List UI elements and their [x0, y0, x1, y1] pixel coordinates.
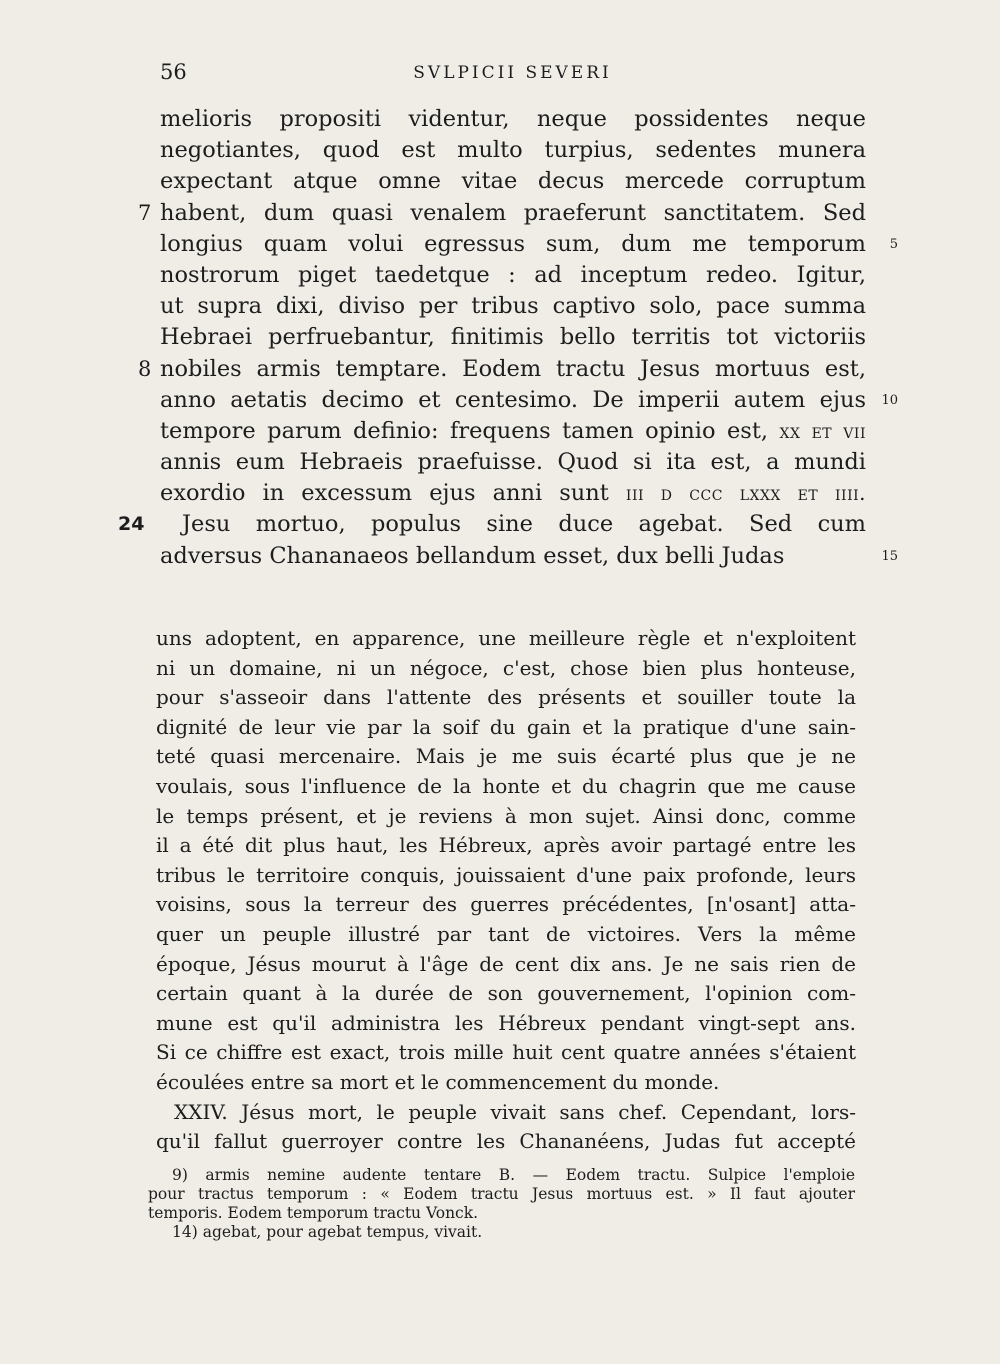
- latin-line-text: exordio in excessum ejus anni sunt: [160, 480, 626, 507]
- latin-line: [160, 541, 898, 572]
- french-line: uns adoptent, en apparence, une meilleure règle et n'exploitent: [156, 626, 856, 650]
- latin-line-text: negotiantes, quod est multo turpius, sedentes munera: [160, 137, 866, 164]
- small-caps-numeral: iii d ccc lxxx et iiii.: [625, 481, 866, 506]
- latin-line-text: melioris propositi videntur, neque possidentes neque: [160, 106, 866, 132]
- french-line: époque, Jésus mourut à l'âge de cent dix ans. Je ne sais rien de: [156, 951, 856, 976]
- french-line: XXIV. Jésus mort, le peuple vivait sans chef. Cependant, lors-: [174, 1099, 856, 1124]
- latin-line: [160, 104, 866, 135]
- french-line: teté quasi mercenaire. Mais je me suis écarté plus que je ne: [156, 744, 856, 769]
- latin-line: [160, 166, 866, 197]
- latin-line: [138, 198, 866, 229]
- latin-line: [160, 229, 898, 260]
- french-line: pour s'asseoir dans l'attente des présents et souiller toute la: [156, 685, 856, 710]
- latin-line: [138, 354, 866, 385]
- footnotes: [148, 1166, 855, 1242]
- footnote-line: pour tractus temporum : « Eodem tractu Jesus mortuus est. » Il faut ajouter: [148, 1185, 855, 1203]
- section-number: 7: [138, 200, 152, 225]
- latin-line: [160, 416, 866, 447]
- latin-line: [160, 478, 866, 509]
- french-line: voulais, sous l'influence de la honte et du chagrin que me cause: [156, 773, 856, 798]
- section-number: 8: [138, 356, 152, 381]
- latin-line-text: ut supra dixi, diviso per tribus captivo solo, pace summa: [160, 293, 866, 320]
- latin-line-text: adversus Chananaeos bellandum esset, dux belli Judas: [160, 542, 785, 569]
- latin-line-text: habent, dum quasi venalem praeferunt sanctitatem. Sed: [160, 199, 866, 226]
- line-number: 5: [889, 236, 898, 252]
- french-line: certain quant à la durée de son gouvernement, l'opinion com-: [156, 981, 856, 1006]
- latin-text: [118, 104, 898, 572]
- latin-line: [118, 509, 866, 540]
- chapter-number: 24: [118, 513, 145, 536]
- french-line: mune est qu'il administra les Hébreux pendant vingt-sept ans.: [156, 1010, 856, 1035]
- french-line: écoulées entre sa mort et le commencement du monde.: [156, 1069, 720, 1094]
- latin-line-text: Jesu mortuo, populus sine duce agebat. Sed cum: [182, 511, 866, 538]
- footnote-line: 9) armis nemine audente tentare B. — Eodem tractu. Sulpice l'emploie: [172, 1166, 855, 1184]
- line-number: 15: [881, 548, 898, 564]
- french-line: il a été dit plus haut, les Hébreux, après avoir partagé entre les: [156, 833, 856, 858]
- french-line: ni un domaine, ni un négoce, c'est, chose bien plus honteuse,: [156, 655, 856, 680]
- line-number: 10: [881, 392, 898, 408]
- footnote-line: temporis. Eodem temporum tractu Vonck.: [148, 1204, 479, 1222]
- french-line: tribus le territoire conquis, jouissaient d'une paix profonde, leurs: [156, 862, 856, 887]
- running-head: SVLPICII SEVERI: [413, 63, 612, 83]
- french-translation: [156, 624, 856, 1157]
- latin-line-text: nostrorum piget taedetque : ad inceptum redeo. Igitur,: [160, 261, 866, 288]
- french-line: Si ce chiffre est exact, trois mille huit cent quatre années s'étaient: [156, 1040, 856, 1065]
- latin-line-text: expectant atque omne vitae decus mercede corruptum: [160, 168, 866, 195]
- latin-line-text: annis eum Hebraeis praefuisse. Quod si ita est, a mundi: [160, 449, 866, 476]
- french-line: voisins, sous la terreur des guerres précédentes, [n'osant] atta-: [156, 892, 856, 917]
- french-line: quer un peuple illustré par tant de victoires. Vers la même: [156, 921, 856, 946]
- french-line: dignité de leur vie par la soif du gain et la pratique d'une sain-: [156, 714, 856, 739]
- latin-line: [160, 260, 866, 291]
- latin-line: [160, 322, 866, 353]
- latin-line-text: nobiles armis temptare. Eodem tractu Jesus mortuus est,: [160, 355, 866, 382]
- small-caps-numeral: xx et vii: [779, 418, 866, 443]
- latin-line: [160, 291, 866, 322]
- latin-line: [160, 385, 898, 416]
- latin-line-text: Hebraei perfruebantur, finitimis bello territis tot victoriis: [160, 324, 866, 351]
- latin-line-text: anno aetatis decimo et centesimo. De imperii autem ejus: [160, 386, 866, 413]
- french-line: le temps présent, et je reviens à mon sujet. Ainsi donc, comme: [156, 803, 856, 828]
- page-number: 56: [160, 60, 187, 84]
- latin-line: [160, 447, 866, 478]
- footnote-line: 14) agebat, pour agebat tempus, vivait.: [172, 1223, 483, 1241]
- latin-line: [160, 135, 866, 166]
- french-line: qu'il fallut guerroyer contre les Chananéens, Judas fut accepté: [156, 1129, 856, 1154]
- latin-line-text: tempore parum definio: frequens tamen opinio est,: [160, 417, 780, 444]
- latin-line-text: longius quam volui egressus sum, dum me temporum: [160, 230, 866, 257]
- page-header: [160, 60, 865, 94]
